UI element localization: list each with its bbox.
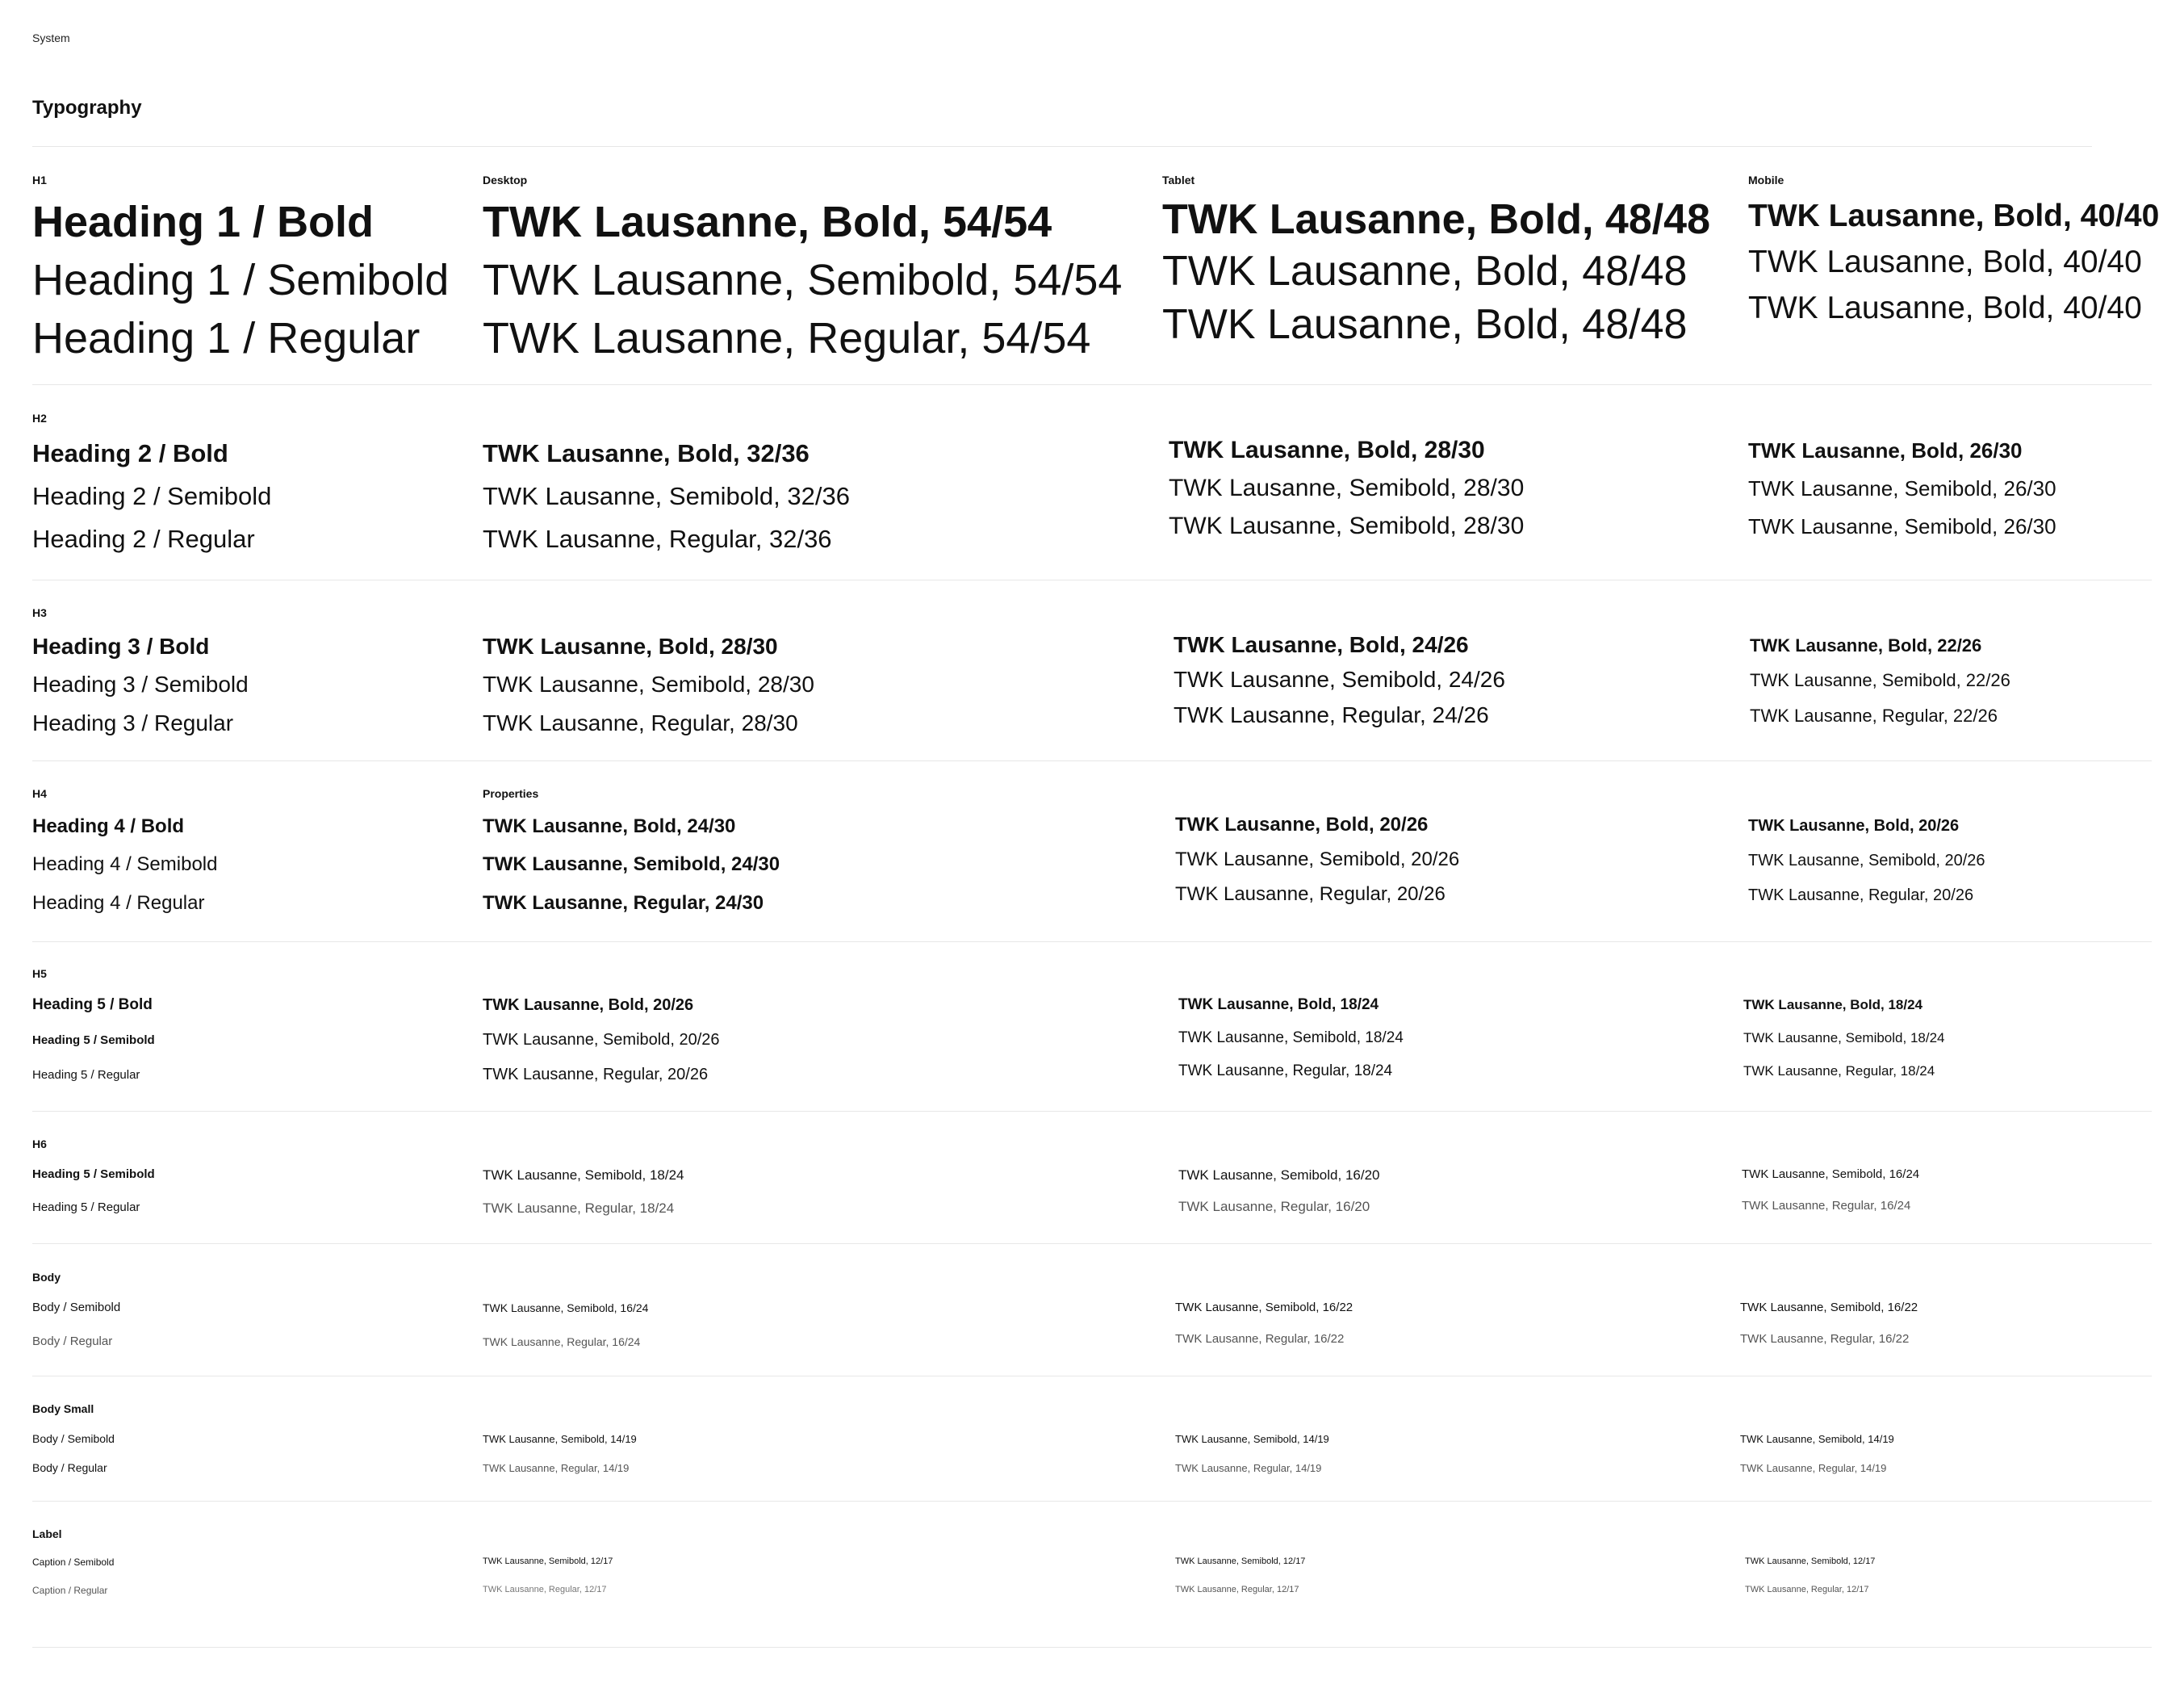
section-divider bbox=[32, 1501, 2152, 1502]
desktop-spec: TWK Lausanne, Regular, 18/24 bbox=[483, 1200, 675, 1216]
mobile-spec: TWK Lausanne, Regular, 14/19 bbox=[1740, 1462, 1887, 1474]
column-label-properties: Properties bbox=[483, 787, 539, 800]
mobile-spec: TWK Lausanne, Semibold, 20/26 bbox=[1748, 852, 1985, 869]
mobile-spec: TWK Lausanne, Bold, 22/26 bbox=[1750, 635, 1982, 656]
mobile-spec: TWK Lausanne, Semibold, 26/30 bbox=[1748, 514, 2056, 538]
tablet-spec: TWK Lausanne, Regular, 18/24 bbox=[1178, 1062, 1393, 1079]
style-name: Heading 5 / Semibold bbox=[32, 1033, 155, 1047]
style-name: Heading 2 / Bold bbox=[32, 439, 228, 467]
style-name: Heading 4 / Regular bbox=[32, 892, 205, 914]
tablet-spec: TWK Lausanne, Semibold, 14/19 bbox=[1175, 1433, 1329, 1445]
tablet-spec: TWK Lausanne, Semibold, 16/22 bbox=[1175, 1301, 1353, 1314]
section-label: Label bbox=[32, 1527, 62, 1540]
desktop-spec: TWK Lausanne, Semibold, 28/30 bbox=[483, 672, 814, 697]
mobile-spec: TWK Lausanne, Bold, 20/26 bbox=[1748, 817, 1960, 835]
desktop-spec: TWK Lausanne, Regular, 14/19 bbox=[483, 1462, 630, 1474]
tablet-spec: TWK Lausanne, Regular, 20/26 bbox=[1175, 883, 1446, 905]
tablet-spec: TWK Lausanne, Semibold, 16/20 bbox=[1178, 1167, 1380, 1183]
mobile-spec: TWK Lausanne, Semibold, 16/24 bbox=[1742, 1167, 1920, 1181]
mobile-spec: TWK Lausanne, Regular, 22/26 bbox=[1750, 706, 1998, 726]
style-name: Body / Regular bbox=[32, 1334, 113, 1348]
mobile-spec: TWK Lausanne, Regular, 18/24 bbox=[1743, 1063, 1935, 1079]
style-name: Heading 3 / Regular bbox=[32, 710, 234, 735]
tablet-spec: TWK Lausanne, Semibold, 12/17 bbox=[1175, 1556, 1306, 1566]
column-label-mobile: Mobile bbox=[1748, 174, 1784, 186]
section-divider bbox=[32, 1243, 2152, 1244]
page-title: Typography bbox=[32, 97, 142, 119]
mobile-spec: TWK Lausanne, Regular, 12/17 bbox=[1745, 1585, 1869, 1594]
mobile-spec: TWK Lausanne, Semibold, 14/19 bbox=[1740, 1433, 1894, 1445]
desktop-spec: TWK Lausanne, Regular, 32/36 bbox=[483, 525, 832, 553]
desktop-spec: TWK Lausanne, Bold, 20/26 bbox=[483, 996, 694, 1014]
tablet-spec: TWK Lausanne, Regular, 16/22 bbox=[1175, 1332, 1345, 1346]
style-name: Heading 4 / Bold bbox=[32, 815, 185, 837]
desktop-spec: TWK Lausanne, Regular, 16/24 bbox=[483, 1335, 641, 1348]
section-label: H3 bbox=[32, 606, 47, 619]
style-name: Heading 3 / Semibold bbox=[32, 672, 249, 697]
style-name: Heading 2 / Semibold bbox=[32, 482, 272, 510]
style-name: Heading 1 / Bold bbox=[32, 198, 374, 246]
style-name: Heading 2 / Regular bbox=[32, 525, 255, 553]
style-name: Heading 1 / Semibold bbox=[32, 256, 450, 304]
desktop-spec: TWK Lausanne, Semibold, 16/24 bbox=[483, 1301, 649, 1314]
column-label-tablet: Tablet bbox=[1162, 174, 1195, 186]
style-name: Body / Regular bbox=[32, 1461, 107, 1474]
mobile-spec: TWK Lausanne, Regular, 16/22 bbox=[1740, 1332, 1910, 1346]
tablet-spec: TWK Lausanne, Regular, 12/17 bbox=[1175, 1585, 1299, 1594]
mobile-spec: TWK Lausanne, Regular, 16/24 bbox=[1742, 1199, 1911, 1213]
style-name: Caption / Regular bbox=[32, 1585, 108, 1596]
section-label: H4 bbox=[32, 787, 47, 800]
desktop-spec: TWK Lausanne, Semibold, 32/36 bbox=[483, 482, 850, 510]
tablet-spec: TWK Lausanne, Bold, 20/26 bbox=[1175, 814, 1429, 836]
desktop-spec: TWK Lausanne, Semibold, 14/19 bbox=[483, 1433, 637, 1445]
section-label: Body Small bbox=[32, 1402, 94, 1415]
breadcrumb: System bbox=[32, 31, 70, 44]
style-name: Heading 5 / Semibold bbox=[32, 1167, 155, 1181]
tablet-spec: TWK Lausanne, Semibold, 20/26 bbox=[1175, 848, 1460, 870]
mobile-spec: TWK Lausanne, Semibold, 26/30 bbox=[1748, 476, 2056, 501]
section-label: Body bbox=[32, 1271, 61, 1284]
mobile-spec: TWK Lausanne, Bold, 18/24 bbox=[1743, 997, 1923, 1012]
mobile-spec: TWK Lausanne, Regular, 20/26 bbox=[1748, 886, 1974, 904]
tablet-spec: TWK Lausanne, Semibold, 28/30 bbox=[1169, 475, 1525, 501]
mobile-spec: TWK Lausanne, Semibold, 22/26 bbox=[1750, 670, 2010, 690]
desktop-spec: TWK Lausanne, Bold, 32/36 bbox=[483, 439, 810, 467]
desktop-spec: TWK Lausanne, Regular, 28/30 bbox=[483, 710, 798, 735]
style-name: Caption / Semibold bbox=[32, 1556, 115, 1568]
column-label-desktop: Desktop bbox=[483, 174, 528, 186]
desktop-spec: TWK Lausanne, Semibold, 20/26 bbox=[483, 1031, 720, 1049]
tablet-spec: TWK Lausanne, Bold, 48/48 bbox=[1162, 301, 1688, 348]
section-label: H5 bbox=[32, 967, 47, 980]
tablet-spec: TWK Lausanne, Semibold, 18/24 bbox=[1178, 1029, 1404, 1046]
tablet-spec: TWK Lausanne, Regular, 14/19 bbox=[1175, 1462, 1322, 1474]
style-name: Heading 4 / Semibold bbox=[32, 853, 218, 875]
section-divider bbox=[32, 1111, 2152, 1112]
desktop-spec: TWK Lausanne, Semibold, 12/17 bbox=[483, 1556, 613, 1566]
tablet-spec: TWK Lausanne, Bold, 48/48 bbox=[1162, 196, 1711, 243]
desktop-spec: TWK Lausanne, Semibold, 18/24 bbox=[483, 1167, 684, 1183]
section-divider bbox=[32, 760, 2152, 761]
section-label: H2 bbox=[32, 412, 47, 425]
tablet-spec: TWK Lausanne, Bold, 48/48 bbox=[1162, 248, 1688, 295]
tablet-spec: TWK Lausanne, Bold, 24/26 bbox=[1174, 632, 1469, 657]
desktop-spec: TWK Lausanne, Regular, 24/30 bbox=[483, 892, 764, 914]
desktop-spec: TWK Lausanne, Bold, 54/54 bbox=[483, 198, 1052, 246]
desktop-spec: TWK Lausanne, Regular, 54/54 bbox=[483, 314, 1091, 362]
section-divider bbox=[32, 1647, 2152, 1648]
section-divider bbox=[32, 384, 2152, 385]
style-name: Heading 1 / Regular bbox=[32, 314, 420, 362]
section-label: H6 bbox=[32, 1137, 47, 1150]
desktop-spec: TWK Lausanne, Bold, 24/30 bbox=[483, 815, 736, 837]
mobile-spec: TWK Lausanne, Bold, 40/40 bbox=[1748, 291, 2142, 325]
desktop-spec: TWK Lausanne, Bold, 28/30 bbox=[483, 634, 778, 659]
tablet-spec: TWK Lausanne, Regular, 24/26 bbox=[1174, 702, 1489, 727]
mobile-spec: TWK Lausanne, Bold, 26/30 bbox=[1748, 438, 2023, 463]
style-name: Heading 5 / Regular bbox=[32, 1068, 140, 1082]
tablet-spec: TWK Lausanne, Bold, 28/30 bbox=[1169, 437, 1485, 463]
desktop-spec: TWK Lausanne, Regular, 20/26 bbox=[483, 1066, 709, 1083]
tablet-spec: TWK Lausanne, Bold, 18/24 bbox=[1178, 996, 1379, 1013]
desktop-spec: TWK Lausanne, Semibold, 24/30 bbox=[483, 853, 780, 875]
style-name: Heading 5 / Bold bbox=[32, 996, 153, 1013]
tablet-spec: TWK Lausanne, Regular, 16/20 bbox=[1178, 1199, 1370, 1214]
mobile-spec: TWK Lausanne, Semibold, 16/22 bbox=[1740, 1301, 1918, 1314]
desktop-spec: TWK Lausanne, Regular, 12/17 bbox=[483, 1585, 607, 1594]
desktop-spec: TWK Lausanne, Semibold, 54/54 bbox=[483, 256, 1123, 304]
tablet-spec: TWK Lausanne, Semibold, 24/26 bbox=[1174, 667, 1505, 692]
mobile-spec: TWK Lausanne, Semibold, 18/24 bbox=[1743, 1030, 1945, 1045]
mobile-spec: TWK Lausanne, Bold, 40/40 bbox=[1748, 245, 2142, 279]
mobile-spec: TWK Lausanne, Bold, 40/40 bbox=[1748, 199, 2160, 233]
style-name: Body / Semibold bbox=[32, 1432, 115, 1445]
section-label: H1 bbox=[32, 174, 47, 186]
style-name: Body / Semibold bbox=[32, 1301, 121, 1314]
mobile-spec: TWK Lausanne, Semibold, 12/17 bbox=[1745, 1556, 1876, 1566]
section-divider bbox=[32, 941, 2152, 942]
title-divider bbox=[32, 146, 2092, 147]
style-name: Heading 5 / Regular bbox=[32, 1200, 140, 1214]
style-name: Heading 3 / Bold bbox=[32, 634, 210, 659]
tablet-spec: TWK Lausanne, Semibold, 28/30 bbox=[1169, 513, 1525, 539]
